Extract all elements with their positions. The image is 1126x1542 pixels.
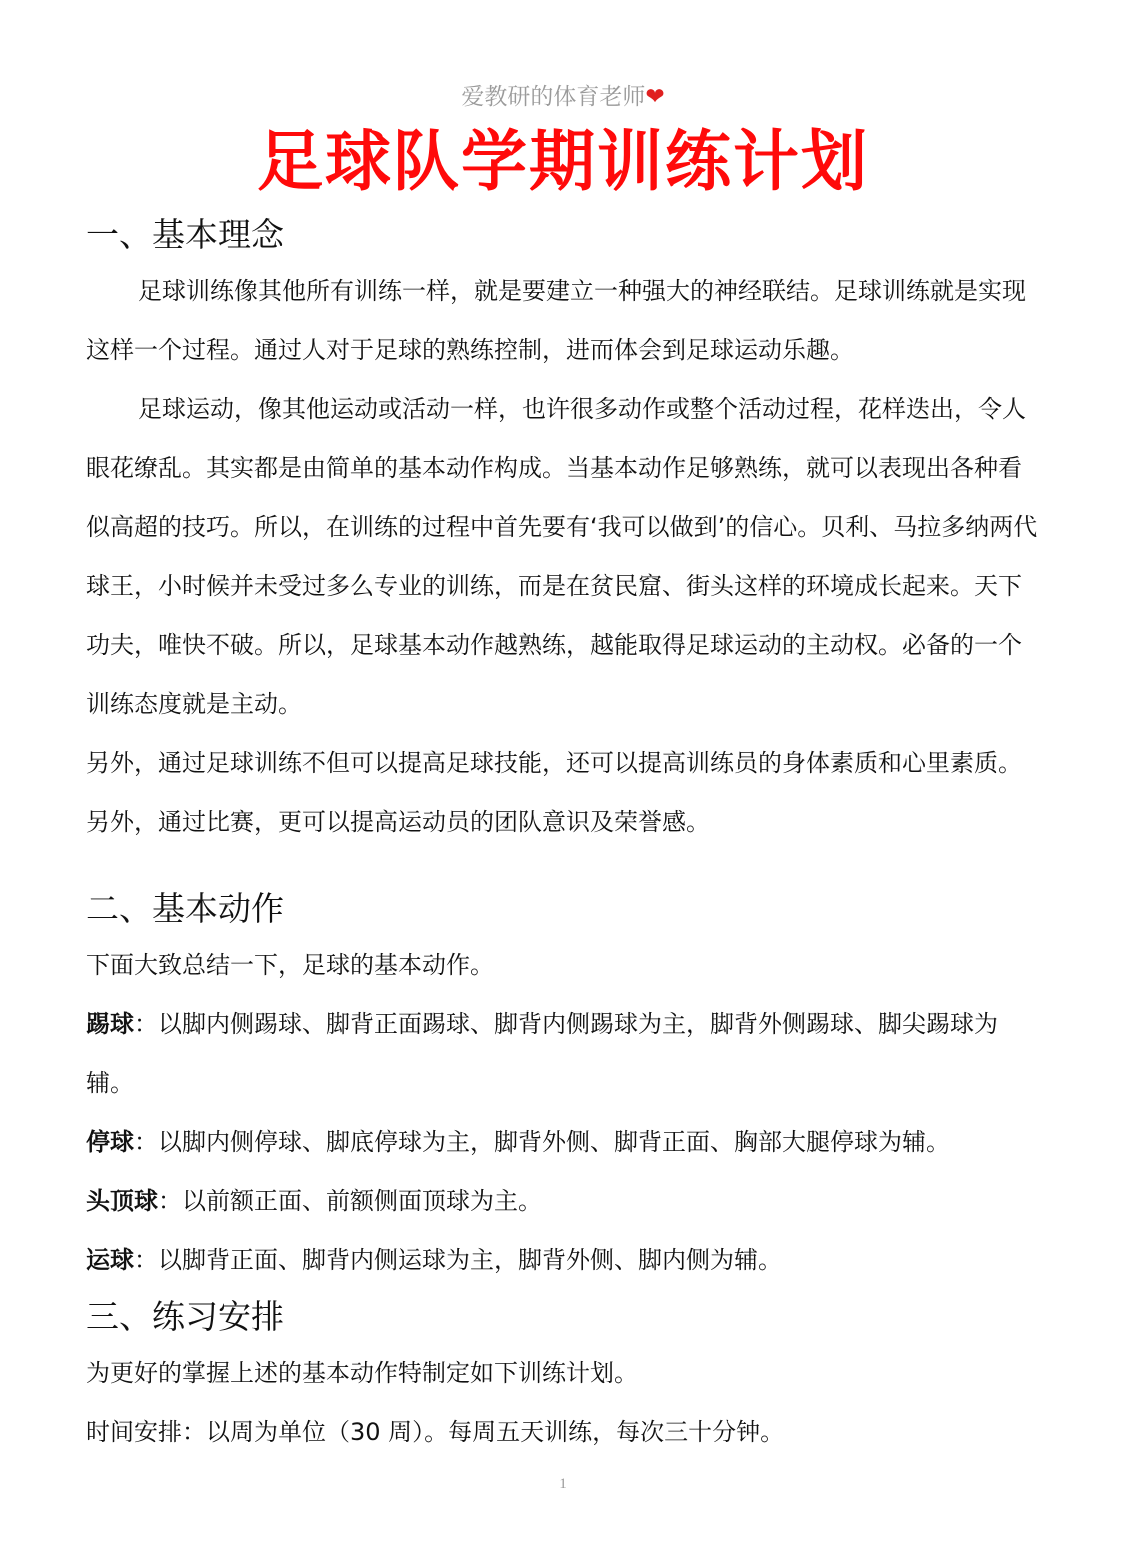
paragraph: 足球运动，像其他运动或活动一样，也许很多动作或整个活动过程，花样迭出，令人眼花缭乱。其实都是由简单的基本动作构成。当基本动作足够熟练，就可以表现出各种看似高超的技巧。所以，在训练的过程中首先要有‘我可以做到’的信心。贝利、马拉多纳两代球王，小时候并未受过多么专业的训练，而是在贫民窟、街头这样的环境成长起来。天下功夫，唯快不破。所以，足球基本动作越熟练，越能取得足球运动的主动权。必备的一个训练态度就是主动。 [86, 395, 1038, 718]
item-label: 运球 [86, 1246, 134, 1274]
watermark-text: 爱教研的体育老师 [461, 84, 646, 110]
document-title: 足球队学期训练计划 [257, 123, 869, 200]
item-text: 以前额正面、前额侧面顶球为主。 [182, 1187, 542, 1215]
spacer [86, 852, 1042, 882]
document-body [86, 208, 1042, 1462]
paragraph: 为更好的掌握上述的基本动作特制定如下训练计划。 [86, 1359, 638, 1387]
watermark [0, 82, 1126, 112]
item-label: 停球 [86, 1128, 134, 1156]
section-heading-basic-moves: 二、基本动作 [86, 889, 284, 928]
item-text: 以脚背正面、脚背内侧运球为主，脚背外侧、脚内侧为辅。 [158, 1246, 782, 1274]
paragraph: 足球训练像其他所有训练一样，就是要建立一种强大的神经联结。足球训练就是实现这样一个过程。通过人对于足球的熟练控制，进而体会到足球运动乐趣。 [86, 277, 1026, 364]
item-label: 头顶球 [86, 1187, 158, 1215]
item-text: 以脚内侧踢球、脚背正面踢球、脚背内侧踢球为主，脚背外侧踢球、脚尖踢球为辅。 [86, 1010, 998, 1097]
section-heading-schedule: 三、练习安排 [86, 1297, 284, 1336]
paragraph: 下面大致总结一下，足球的基本动作。 [86, 951, 494, 979]
list-item: 运球：以脚背正面、脚背内侧运球为主，脚背外侧、脚内侧为辅。 [86, 1246, 782, 1274]
paragraph: 时间安排：以周为单位（30 周）。每周五天训练，每次三十分钟。 [86, 1418, 785, 1446]
paragraph: 另外，通过足球训练不但可以提高足球技能，还可以提高训练员的身体素质和心里素质。另外，通过比赛，更可以提高运动员的团队意识及荣誉感。 [86, 749, 1022, 836]
list-item: 头顶球：以前额正面、前额侧面顶球为主。 [86, 1187, 542, 1215]
section-heading-philosophy: 一、基本理念 [86, 215, 284, 254]
list-item: 踢球：以脚内侧踢球、脚背正面踢球、脚背内侧踢球为主，脚背外侧踢球、脚尖踢球为辅。 [86, 1010, 998, 1097]
item-text: 以脚内侧停球、脚底停球为主，脚背外侧、脚背正面、胸部大腿停球为辅。 [158, 1128, 950, 1156]
item-label: 踢球 [86, 1010, 134, 1038]
heart-icon: ❤ [645, 84, 665, 110]
page-number: 1 [559, 1476, 567, 1492]
list-item: 停球：以脚内侧停球、脚底停球为主，脚背外侧、脚背正面、胸部大腿停球为辅。 [86, 1128, 950, 1156]
